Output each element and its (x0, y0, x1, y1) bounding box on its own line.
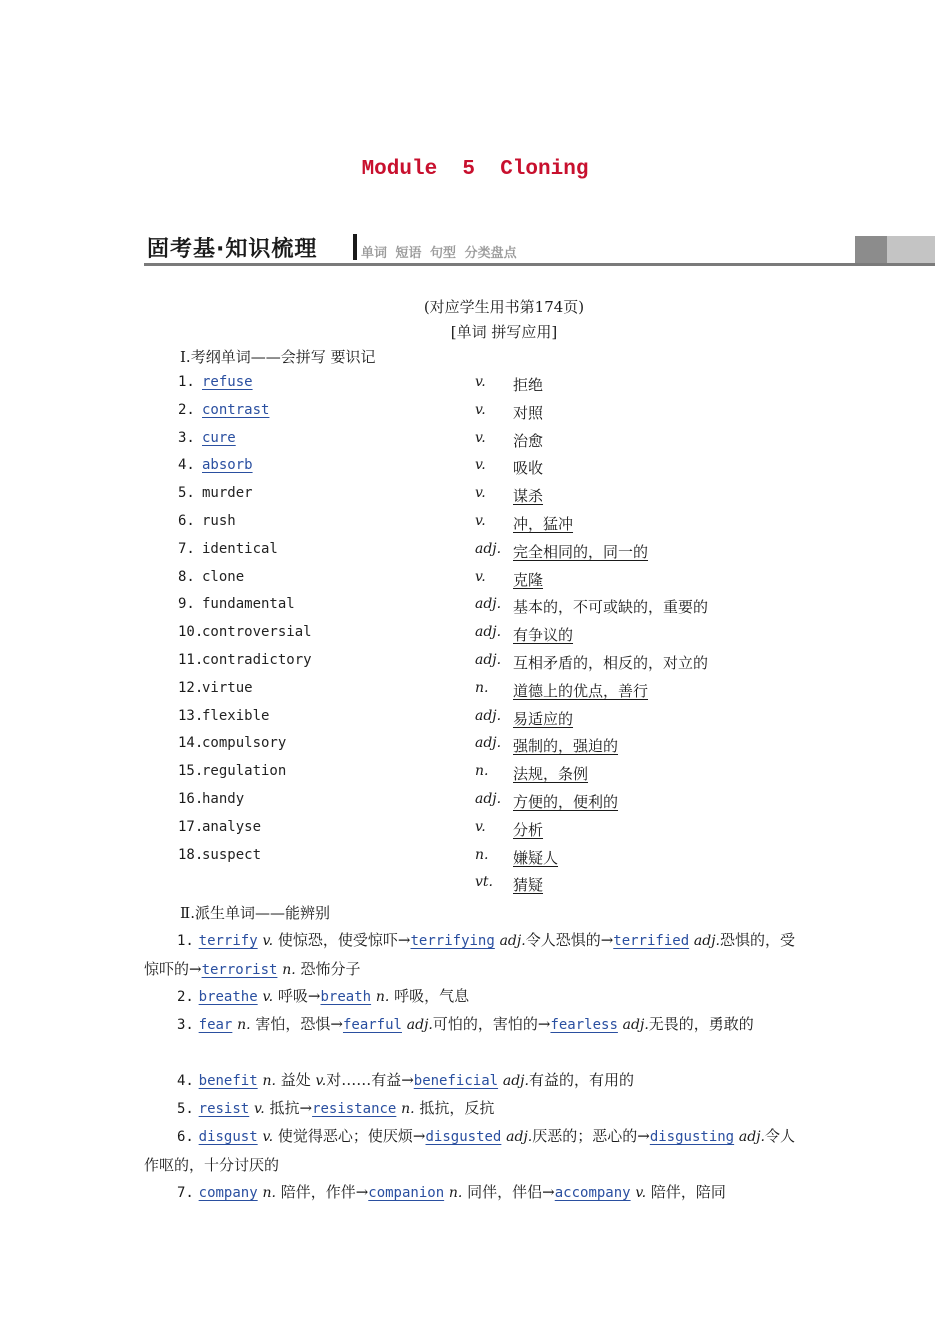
part-of-speech: adj. (475, 791, 502, 807)
part-of-speech: v. (475, 485, 486, 502)
banner-divider (353, 234, 357, 260)
vocab-word: fundamental (202, 596, 295, 613)
vocab-row (178, 402, 878, 426)
vocab-row (178, 680, 878, 704)
vocab-word: compulsory (202, 735, 287, 752)
vocab-meaning: 完全相同的，同一的 (513, 542, 649, 561)
vocab-meaning: 对照 (513, 403, 544, 422)
vocab-word: contradictory (202, 652, 312, 668)
vocab-meaning: 互相矛盾的，相反的，对立的 (513, 654, 709, 672)
vocab-word: contrast (202, 401, 270, 418)
vocab-number: 14. (178, 735, 204, 752)
banner-decoration-light (887, 236, 935, 264)
vocab-number: 6. (178, 513, 195, 529)
book-reference: (对应学生用书第174页) (423, 298, 585, 316)
vocab-number: 9. (178, 596, 195, 613)
vocab-word: murder (202, 485, 253, 502)
banner-underline (144, 263, 935, 266)
part-of-speech: adj. (475, 596, 502, 613)
vocab-word: suspect (202, 846, 262, 863)
derived-item-7: 7. company n. 陪伴，作伴→companion n. 同伴，伴侣→accompany v. 陪伴，陪同 (177, 1183, 726, 1201)
vocab-meaning: 道德上的优点，善行 (513, 681, 649, 700)
vocab-meaning: 拒绝 (513, 376, 544, 394)
part-of-speech: n. (475, 846, 489, 863)
vocab-meaning: 克隆 (513, 570, 544, 589)
part-of-speech: v. (475, 401, 486, 418)
vocab-row (178, 708, 878, 732)
vocab-row (178, 513, 878, 537)
part-of-speech: v. (475, 818, 486, 835)
banner-subtitle: 单词 短语 句型 分类盘点 (361, 246, 517, 261)
vocab-number: 11. (178, 652, 204, 668)
vocab-meaning: 法规，条例 (513, 765, 589, 784)
vocab-number: 15. (178, 763, 204, 780)
vocab-word: clone (202, 568, 245, 585)
vocab-word: analyse (202, 818, 262, 835)
derived-item-5: 5. resist v. 抵抗→resistance n. 抵抗，反抗 (177, 1099, 495, 1117)
vocab-row (178, 819, 878, 843)
vocab-word: refuse (202, 374, 253, 390)
subheading: [单词 拼写应用] (450, 323, 558, 341)
vocab-meaning: 方便的，便利的 (513, 793, 619, 811)
derived-item-4: 4. benefit n. 益处 v.对……有益→beneficial adj.有益的，有用的 (177, 1071, 634, 1089)
vocab-number: 8. (178, 568, 195, 585)
vocab-meaning: 吸收 (513, 459, 544, 478)
vocab-meaning: 猜疑 (513, 876, 544, 895)
page-title: Module 5 Cloning (361, 158, 589, 181)
vocab-row (178, 541, 878, 565)
vocab-number: 12. (178, 679, 204, 696)
vocab-row (178, 430, 878, 454)
part-of-speech: v. (475, 513, 486, 529)
derived-item-3: 3. fear n. 害怕，恐惧→fearful adj.可怕的，害怕的→fearless adj.无畏的，勇敢的 (177, 1015, 754, 1033)
vocab-word: rush (202, 513, 236, 529)
part-of-speech: v. (475, 374, 486, 390)
part-of-speech: n. (475, 679, 489, 696)
vocab-number: 3. (178, 429, 195, 446)
vocab-row (178, 596, 878, 620)
vocab-row (178, 763, 878, 787)
part-of-speech: adj. (475, 735, 502, 752)
banner-decoration-dark (855, 236, 887, 264)
section-2-title: Ⅱ.派生单词——能辨别 (180, 904, 330, 922)
part-of-speech: vt. (475, 874, 493, 891)
vocab-row (178, 457, 878, 481)
vocab-row (178, 652, 878, 676)
vocab-row (178, 569, 878, 593)
vocab-number: 5. (178, 485, 195, 502)
vocab-word: controversial (202, 624, 312, 641)
part-of-speech: v. (475, 568, 486, 585)
vocab-meaning: 易适应的 (513, 709, 574, 728)
part-of-speech: adj. (475, 652, 502, 668)
vocab-number: 17. (178, 818, 204, 835)
vocab-word: handy (202, 791, 245, 807)
vocab-number: 16. (178, 791, 204, 807)
vocab-meaning: 冲，猛冲 (513, 515, 574, 533)
derived-item-1: 1. terrify v. 使惊恐，使受惊吓→terrifying adj.令人恐惧的→terrified adj.恐惧的，受惊吓的→terrorist n. 恐怖分子 (144, 931, 796, 978)
vocab-word: absorb (202, 457, 253, 474)
vocab-row (178, 624, 878, 648)
vocab-word: flexible (202, 707, 270, 724)
vocab-row (178, 847, 878, 871)
vocab-row (178, 485, 878, 509)
vocab-row (178, 791, 878, 815)
vocab-number: 13. (178, 707, 204, 724)
part-of-speech: n. (475, 763, 489, 780)
derived-item-6: 6. disgust v. 使觉得恶心；使厌烦→disgusted adj.厌恶的；恶心的→disgusting adj.令人作呕的，十分讨厌的 (144, 1127, 796, 1174)
vocab-word: identical (202, 540, 278, 557)
part-of-speech: adj. (475, 707, 502, 724)
vocab-row (178, 874, 878, 898)
section-1-title: Ⅰ.考纲单词——会拼写 要识记 (180, 348, 376, 366)
vocab-number: 10. (178, 624, 204, 641)
vocab-row (178, 374, 878, 398)
vocab-number: 18. (178, 846, 204, 863)
part-of-speech: adj. (475, 624, 502, 641)
vocab-number: 4. (178, 457, 195, 474)
vocab-meaning: 基本的，不可或缺的，重要的 (513, 598, 709, 617)
derived-item-2: 2. breathe v. 呼吸→breath n. 呼吸，气息 (177, 987, 470, 1005)
vocab-number: 2. (178, 401, 195, 418)
vocab-meaning: 分析 (513, 820, 544, 839)
vocab-meaning: 谋杀 (513, 487, 544, 506)
banner-title: 固考基·知识梳理 (147, 237, 318, 262)
part-of-speech: adj. (475, 540, 502, 557)
vocab-meaning: 嫌疑人 (513, 848, 559, 867)
vocab-meaning: 治愈 (513, 431, 544, 450)
vocab-word: cure (202, 429, 236, 446)
vocab-row (178, 735, 878, 759)
vocab-word: virtue (202, 679, 253, 696)
part-of-speech: v. (475, 429, 486, 446)
vocab-meaning: 强制的，强迫的 (513, 737, 619, 756)
vocab-word: regulation (202, 763, 287, 780)
vocab-number: 1. (178, 374, 195, 390)
section-banner (144, 232, 935, 268)
vocab-meaning: 有争议的 (513, 626, 574, 645)
vocab-number: 7. (178, 540, 195, 557)
part-of-speech: v. (475, 457, 486, 474)
